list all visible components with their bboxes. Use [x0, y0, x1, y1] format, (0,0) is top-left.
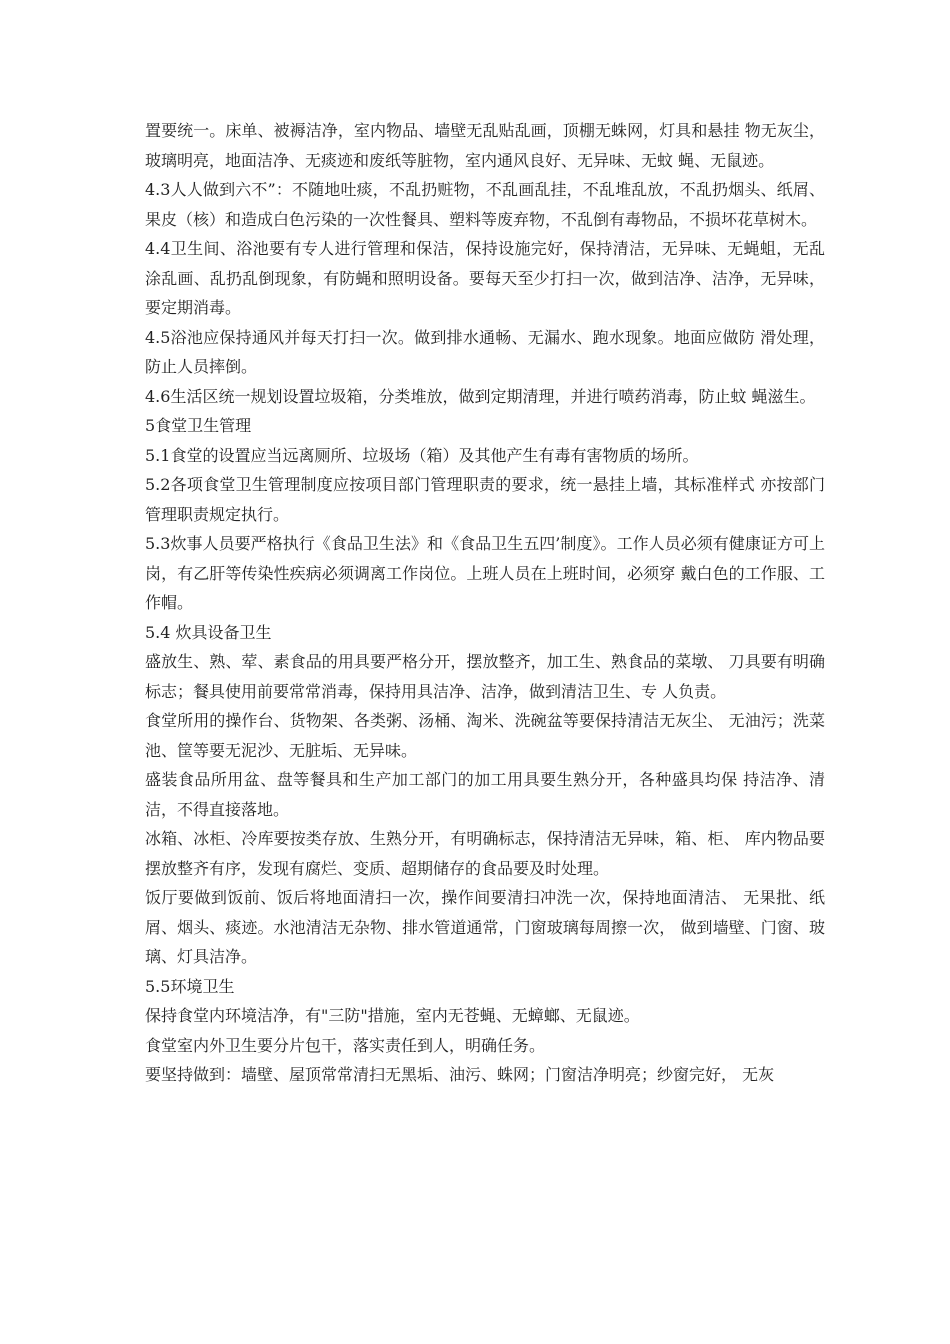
- paragraph-containers: 盛装食品所用盆、盘等餐具和生产加工部门的加工用具要生熟分开，各种盛具均保 持洁净、清洁，不得直接落地。: [145, 770, 825, 819]
- paragraph-5-3-kitchen-staff: 5.3炊事人员要严格执行《食品卫生法》和《食品卫生五四’制度》。工作人员必须有健康证方可上岗，有乙肝等传染性疾病必须调离工作岗位。上班人员在上班时间，必须穿 戴白色的工作服、工作帽。: [145, 534, 825, 612]
- paragraph-5-1-canteen-location: 5.1食堂的设置应当远离厕所、垃圾场（箱）及其他产生有毒有害物质的场所。: [145, 445, 699, 465]
- paragraph-utensils-separation: 盛放生、熟、荤、素食品的用具要严格分开，摆放整齐，加工生、熟食品的菜墩、 刀具要有明确标志；餐具使用前要常常消毒，保持用具洁净、洁净，做到清洁卫生、专 人负责。: [145, 652, 825, 701]
- paragraph-responsibility-zones: 食堂室内外卫生要分片包干，落实责任到人，明确任务。: [145, 1035, 546, 1055]
- paragraph-4-4-toilets-baths: 4.4卫生间、浴池要有专人进行管理和保洁，保持设施完好，保持清洁，无异味、无蝇蛆，无乱涂乱画、乱扔乱倒现象，有防蝇和照明设备。要每天至少打扫一次，做到洁净、洁净，无异味，要定期消毒。: [145, 239, 825, 317]
- paragraph-dorm-hygiene-cont: 置要统一。床单、被褥洁净，室内物品、墙壁无乱贴乱画，顶棚无蛛网，灯具和悬挂 物无灰尘，玻璃明亮，地面洁净、无痰迹和废纸等脏物，室内通风良好、无异味、无蚊 蝇、无鼠迹。: [145, 121, 825, 170]
- section-heading-5-4-utensils: 5.4 炊具设备卫生: [145, 622, 272, 642]
- paragraph-work-surfaces: 食堂所用的操作台、货物架、各类粥、汤桶、淘米、洗碗盆等要保持清洁无灰尘、 无油污；洗菜池、筐等要无泥沙、无脏垢、无异味。: [145, 711, 825, 760]
- paragraph-walls-windows: 要坚持做到：墙壁、屋顶常常清扫无黑垢、油污、蛛网；门窗洁净明亮；纱窗完好， 无灰: [145, 1065, 775, 1084]
- paragraph-refrigeration: 冰箱、冰柜、冷库要按类存放、生熟分开，有明确标志，保持清洁无异味，箱、柜、 库内物品要摆放整齐有序，发现有腐烂、变质、超期储存的食品要及时处理。: [145, 829, 825, 878]
- section-heading-5-canteen: 5食堂卫生管理: [145, 416, 252, 435]
- paragraph-4-3-six-nots: 4.3人人做到六不”：不随地吐痰，不乱扔赃物，不乱画乱挂，不乱堆乱放，不乱扔烟头、纸屑、果皮（核）和造成白色污染的一次性餐具、塑料等废弃物，不乱倒有毒物品，不损坏花草树木。: [145, 180, 825, 229]
- paragraph-4-5-bath-ventilation: 4.5浴池应保持通风并每天打扫一次。做到排水通畅、无漏水、跑水现象。地面应做防 滑处理，防止人员摔倒。: [145, 327, 825, 376]
- paragraph-three-preventions: 保持食堂内环境洁净，有"三防"措施，室内无苍蝇、无蟑螂、无鼠迹。: [145, 1006, 640, 1025]
- paragraph-4-6-garbage-bins: 4.6生活区统一规划设置垃圾箱，分类堆放，做到定期清理，并进行喷药消毒，防止蚊 蝇滋生。: [145, 386, 816, 406]
- section-heading-5-5-environment: 5.5环境卫生: [145, 976, 235, 996]
- paragraph-dining-hall: 饭厅要做到饭前、饭后将地面清扫一次，操作间要清扫冲洗一次，保持地面清洁、 无果批、纸屑、烟头、痰迹。水池清洁无杂物、排水管道通常，门窗玻璃每周擦一次， 做到墙壁、门窗、玻璃、灯具洁净。: [145, 888, 825, 966]
- paragraph-5-2-management-rules: 5.2各项食堂卫生管理制度应按项目部门管理职责的要求，统一悬挂上墙，其标准样式 亦按部门管理职责规定执行。: [145, 475, 825, 524]
- document-body: [145, 116, 825, 1090]
